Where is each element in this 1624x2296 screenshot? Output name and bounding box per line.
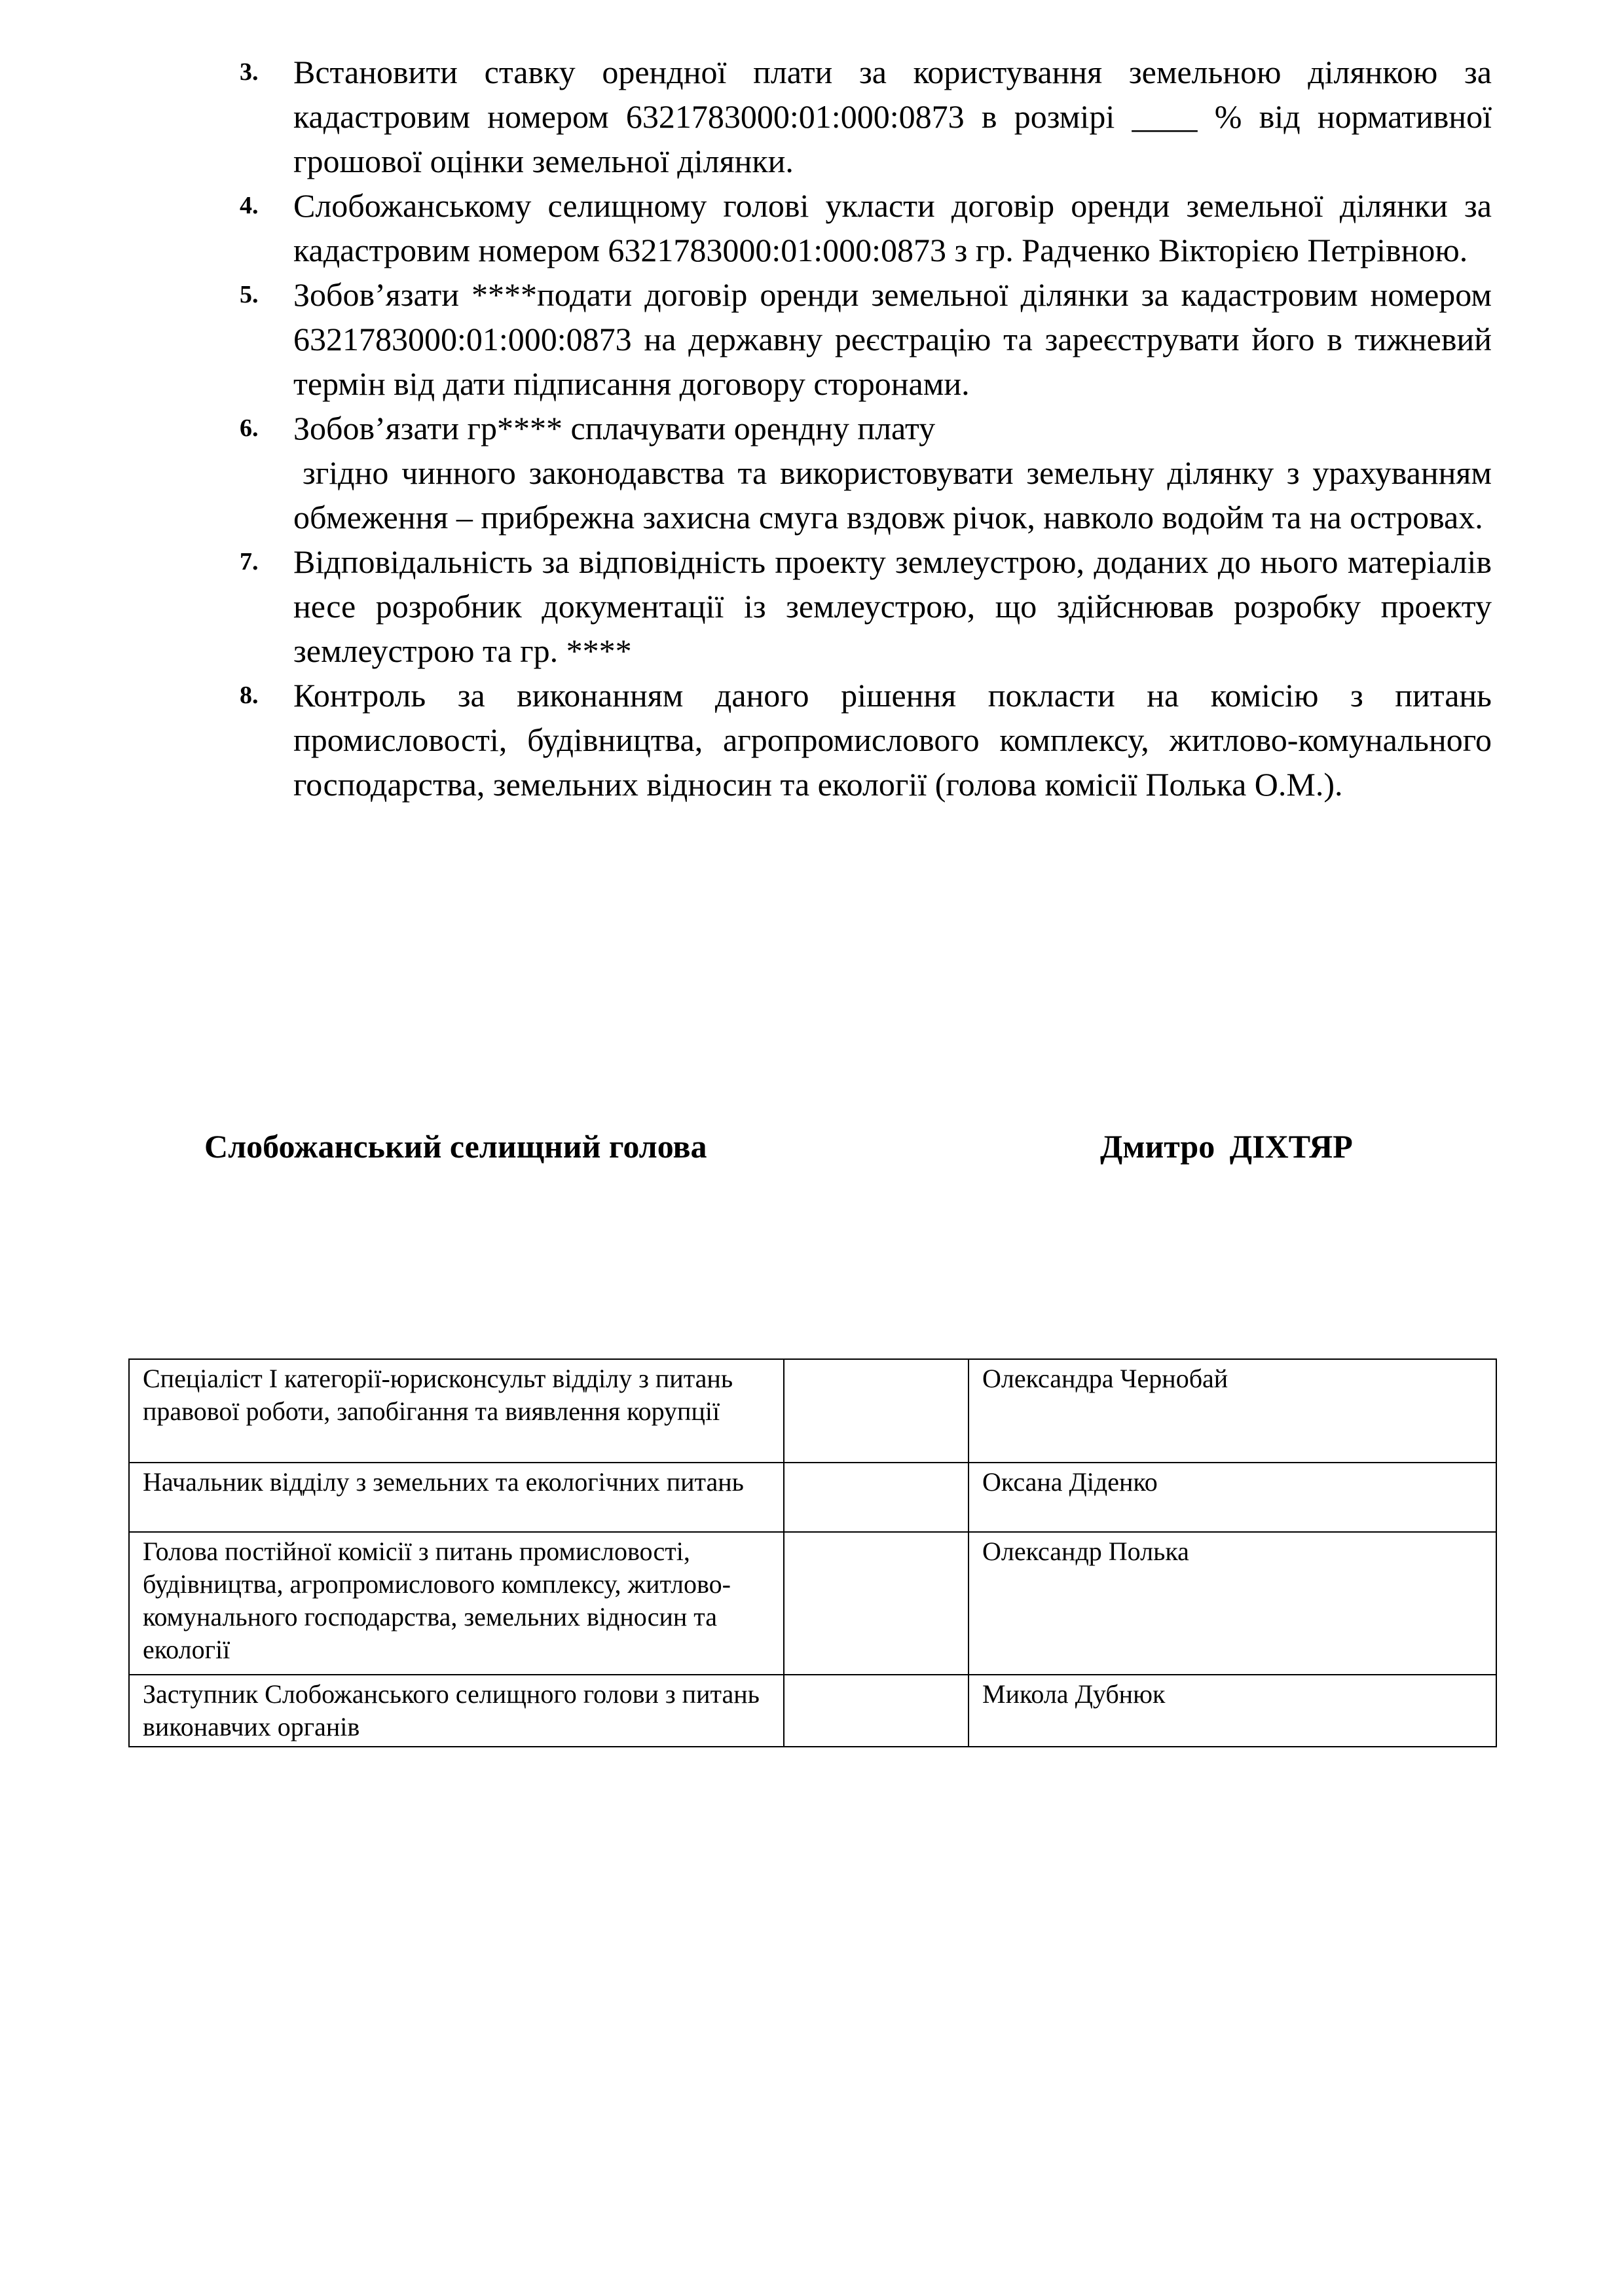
approval-table (128, 1358, 1497, 1747)
item-text: Зобов’язати ****подати договір оренди земельної ділянки за кадастровим номером 6321783000:01:000:0873 на державну реєстрацію та зареєструвати його в тижневий термін від дати підписання договору сторонами. (293, 276, 1492, 402)
approver-name: Олександр Полька (969, 1532, 1496, 1675)
approver-signature-cell (784, 1463, 969, 1532)
item-number: 3. (240, 58, 259, 86)
decision-item-7 (240, 539, 1492, 673)
item-text-first-line: Зобов’язати гр**** сплачувати орендну плату (293, 410, 936, 446)
item-number: 6. (240, 414, 259, 442)
item-text: Слобожанському селищному голові укласти договір оренди земельної ділянки за кадастровим номером 6321783000:01:000:0873 з гр. Радченко Вікторією Петрівною. (293, 187, 1492, 268)
approver-position: Спеціаліст І категорії-юрисконсульт відділу з питань правової роботи, запобігання та виявлення корупції (129, 1359, 784, 1463)
decision-item-6 (240, 406, 1492, 539)
signatory-name: Дмитро ДІХТЯР (1100, 1128, 1353, 1165)
approver-name: Микола Дубнюк (969, 1675, 1496, 1747)
approver-signature-cell (784, 1359, 969, 1463)
item-number: 4. (240, 192, 259, 219)
decision-item-3 (240, 50, 1492, 183)
approver-name: Олександра Чернобай (969, 1359, 1496, 1463)
decision-items-list (240, 50, 1492, 807)
item-text-continuation: згідно чинного законодавства та використовувати земельну ділянку з урахуванням обмеження – прибрежна захисна смуга вздовж річок, навколо водойм та на островах. (293, 454, 1492, 536)
decision-item-5 (240, 272, 1492, 406)
approver-signature-cell (784, 1532, 969, 1675)
table-row (129, 1675, 1496, 1747)
approver-name: Оксана Діденко (969, 1463, 1496, 1532)
table-row (129, 1359, 1496, 1463)
decision-item-8 (240, 673, 1492, 807)
table-row (129, 1532, 1496, 1675)
signatory-title: Слобожанський селищний голова (204, 1128, 707, 1165)
approver-signature-cell (784, 1675, 969, 1747)
approver-position: Голова постійної комісії з питань промисловості, будівництва, агропромислового комплексу, житлово-комунального господарства, земельних відносин та екології (129, 1532, 784, 1675)
table-row (129, 1463, 1496, 1532)
approver-position: Заступник Слобожанського селищного голови з питань виконавчих органів (129, 1675, 784, 1747)
item-text: Встановити ставку орендної плати за користування земельною ділянкою за кадастровим номером 6321783000:01:000:0873 в розмірі ____ % від нормативної грошової оцінки земельної ділянки. (293, 54, 1492, 179)
decision-item-4 (240, 183, 1492, 272)
item-text: Відповідальність за відповідність проекту землеустрою, доданих до нього матеріалів несе розробник документації із землеустрою, що здійснював розробку проекту землеустрою та гр. **** (293, 543, 1492, 669)
approver-position: Начальник відділу з земельних та екологічних питань (129, 1463, 784, 1532)
item-number: 5. (240, 281, 259, 308)
item-text: Контроль за виконанням даного рішення покласти на комісію з питань промисловості, будівництва, агропромислового комплексу, житлово-комунального господарства, земельних відносин та екології (голова комісії Полька О.М.). (293, 677, 1492, 803)
item-number: 7. (240, 548, 259, 575)
item-number: 8. (240, 682, 259, 709)
